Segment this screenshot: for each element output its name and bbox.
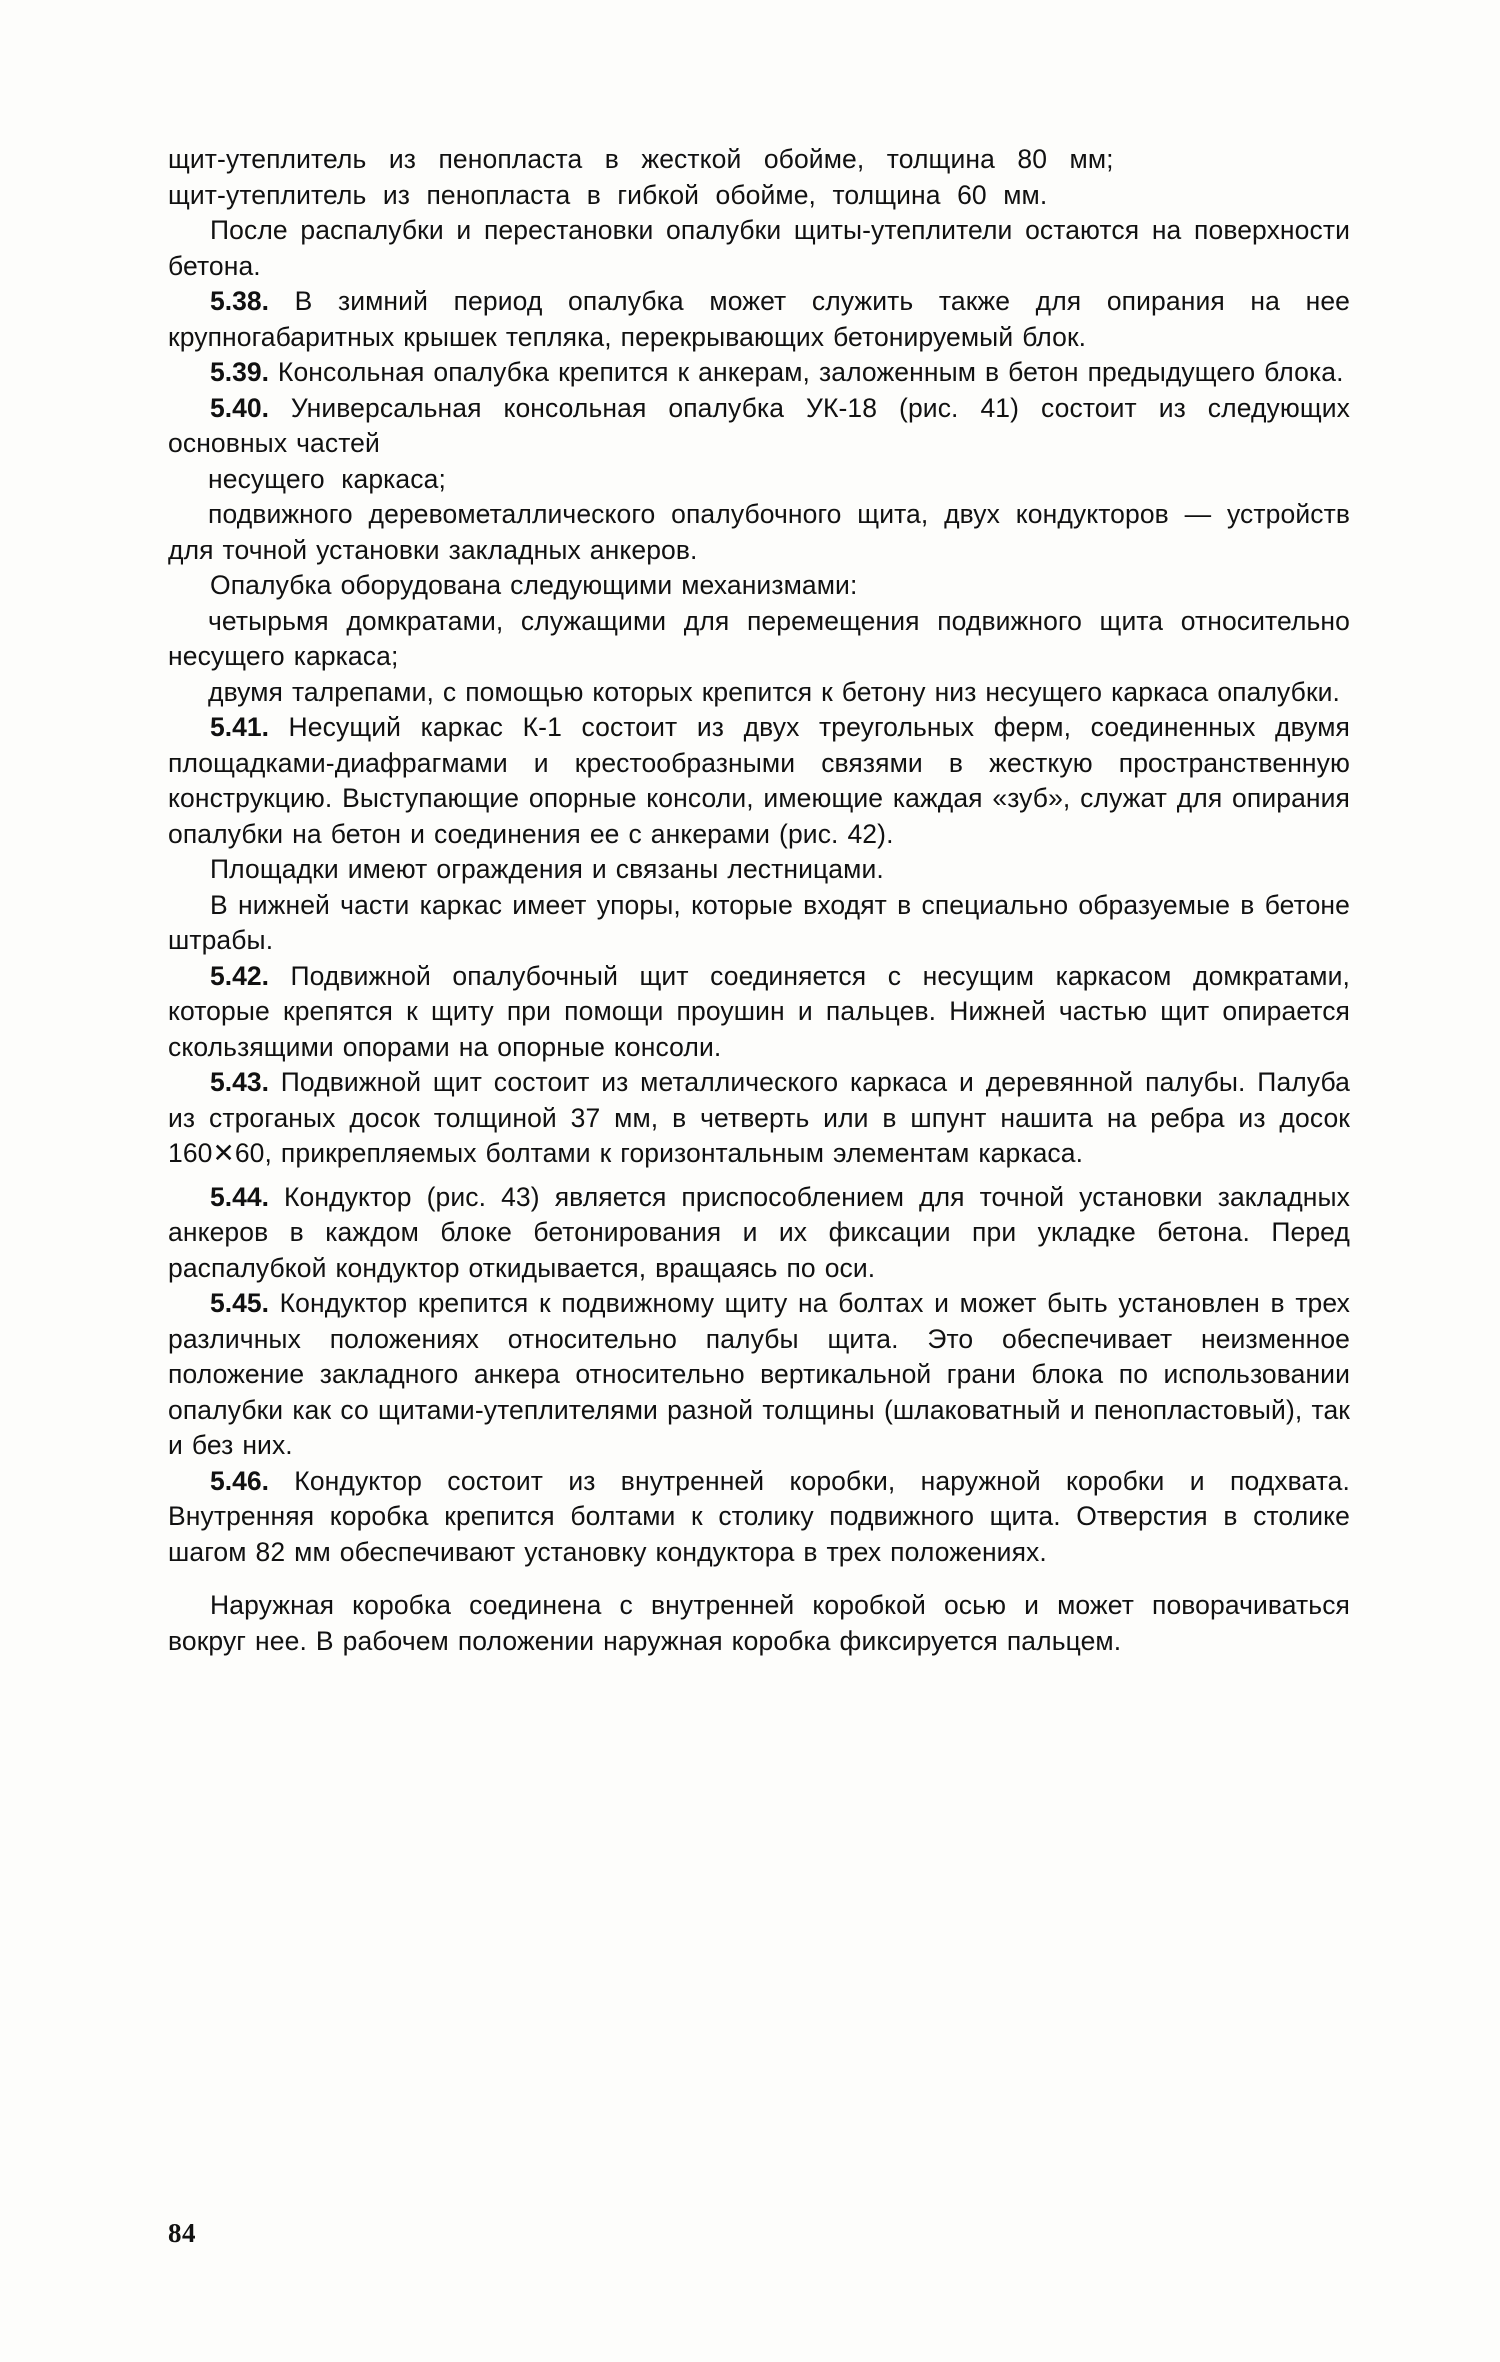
paragraph-four-jacks: четырьмя домкратами, служащими для перемещения подвижного щита относительно несущего каркаса;: [168, 605, 1350, 671]
paragraph-movable-shield: подвижного деревометаллического опалубочного щита, двух кондукторов — устройств для точной установки закладных анкеров.: [168, 499, 1350, 565]
paragraph-5-41: [168, 710, 1350, 852]
paragraph-5-42: [168, 959, 1350, 1066]
paragraph-text-5-42: Подвижной опалубочный щит соединяется с несущим каркасом домкратами, которые крепятся к щиту при помощи проушин и пальцев. Нижней частью щит опирается скользящими опорами на опорные консоли.: [168, 960, 1350, 1062]
paragraph-5-46: [168, 1464, 1350, 1571]
paragraph-5-43: [168, 1065, 1350, 1172]
paragraph-number-5-41: 5.41.: [210, 712, 269, 742]
paragraph-shield-foam-rigid: щит-утеплитель из пенопласта в жесткой обойме, толщина 80 мм;: [168, 144, 1114, 174]
paragraph-text-5-44: Кондуктор (рис. 43) является приспособлением для точной установки закладных анкеров в каждом блоке бетонирования и их фиксации при укладке бетона. Перед распалубкой кондуктор откидывается, вращаясь по оси.: [168, 1181, 1350, 1283]
paragraph-text-5-45: Кондуктор крепится к подвижному щиту на болтах и может быть установлен в трех различных положениях относительно палубы щита. Это обеспечивает неизменное положение закладного анкера относительно вертикальной грани блока по использовании опалубки как со щитами-утеплителями разной толщины (шлаковатный и пенопластовый), так и без них.: [168, 1288, 1350, 1460]
paragraph-equipped-with: Опалубка оборудована следующими механизмами:: [210, 570, 858, 600]
paragraph-bearing-frame: несущего каркаса;: [208, 463, 446, 494]
paragraph-number-5-43: 5.43.: [210, 1067, 269, 1097]
paragraph-text-5-46: Кондуктор состоит из внутренней коробки, наружной коробки и подхвата. Внутренняя коробка крепится болтами к столику подвижного щита. Отверстия в столике шагом 82 мм обеспечивают установку кондуктора в трех положениях.: [168, 1465, 1350, 1567]
paragraph-number-5-40: 5.40.: [210, 392, 269, 423]
paragraph-number-5-45: 5.45.: [210, 1288, 269, 1318]
paragraph-two-turnbuckles: двумя талрепами, с помощью которых крепится к бетону низ несущего каркаса опалубки.: [208, 676, 1341, 707]
paragraph-text-5-43: Подвижной щит состоит из металлического каркаса и деревянной палубы. Палуба из строганых досок толщиной 37 мм, в четверть или в шпунт нашита на ребра из досок 160✕60, прикрепляемых болтами к горизонтальным элементам каркаса.: [168, 1067, 1350, 1168]
paragraph-number-5-44: 5.44.: [210, 1181, 269, 1212]
paragraph-text-5-38: В зимний период опалубка может служить также для опирания на нее крупногабаритных крышек тепляка, перекрывающих бетонируемый блок.: [168, 286, 1351, 352]
paragraph-text-5-40: Универсальная консольная опалубка УК-18 (рис. 41) состоит из следующих основных частей: [168, 392, 1350, 458]
paragraph-5-45: [168, 1286, 1350, 1464]
paragraph-5-44: [168, 1180, 1350, 1287]
paragraph-spacer: [168, 1172, 1350, 1180]
paragraph-lower-part: В нижней части каркас имеет упоры, которые входят в специально образуемые в бетоне штрабы.: [168, 889, 1350, 955]
paragraph-shield-foam-flexible: щит-утеплитель из пенопласта в гибкой обойме, толщина 60 мм.: [168, 179, 1048, 210]
paragraph-5-40: [168, 391, 1350, 462]
paragraph-number-5-46: 5.46.: [210, 1465, 269, 1496]
paragraph-number-5-42: 5.42.: [210, 960, 269, 991]
paragraph-outer-box: Наружная коробка соединена с внутренней коробкой осью и может поворачиваться вокруг нее. В рабочем положении наружная коробка фиксируется пальцем.: [168, 1590, 1350, 1656]
paragraph-number-5-39: 5.39.: [210, 357, 269, 387]
paragraph-number-5-38: 5.38.: [210, 286, 269, 316]
page-body-text: [168, 142, 1350, 1659]
paragraph-text-5-39: Консольная опалубка крепится к анкерам, заложенным в бетон предыдущего блока.: [277, 357, 1344, 387]
paragraph-after-stripping: После распалубки и перестановки опалубки щиты-утеплители остаются на поверхности бетона.: [168, 215, 1350, 281]
paragraph-text-5-41: Несущий каркас К-1 состоит из двух треугольных ферм, соединенных двумя площадками-диафрагмами и крестообразными связями в жесткую пространственную конструкцию. Выступающие опорные консоли, имеющие каждая «зуб», служат для опирания опалубки на бетон и соединения ее с анкерами (рис. 42).: [168, 712, 1350, 849]
paragraph-5-39: [168, 355, 1350, 391]
page-number: 84: [168, 2218, 196, 2248]
paragraph-spacer-2: [168, 1570, 1350, 1588]
paragraph-platforms: Площадки имеют ограждения и связаны лестницами.: [210, 854, 884, 884]
paragraph-5-38: [168, 284, 1350, 355]
